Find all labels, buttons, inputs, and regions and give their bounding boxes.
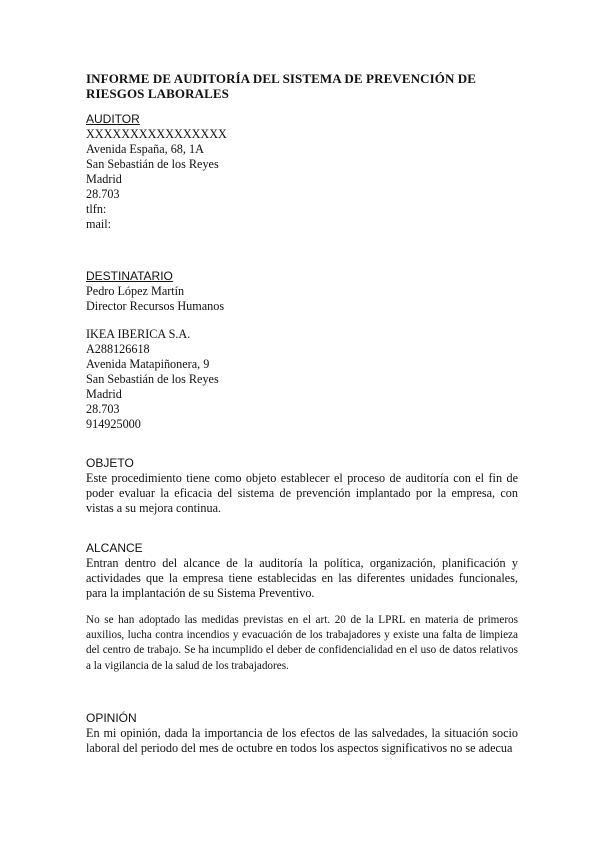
recipient-heading: DESTINATARIO [86,269,173,283]
recipient-name: Pedro López Martín [86,284,185,298]
objeto-section [86,456,518,516]
opinion-heading: OPINIÓN [86,711,137,725]
objeto-heading: OBJETO [86,456,134,470]
company-tax-id: A288126618 [86,342,150,356]
auditor-province: Madrid [86,172,122,186]
alcance-section [86,541,518,601]
company-postal-code: 28.703 [86,402,120,416]
company-address: Avenida Matapiñonera, 9 [86,357,210,371]
recipient-role: Director Recursos Humanos [86,299,225,313]
auditor-address: Avenida España, 68, 1A [86,142,204,156]
opinion-section [86,711,518,756]
company-section [86,327,518,432]
objeto-paragraph: Este procedimiento tiene como objeto establecer el proceso de auditoría con el fin de poder evaluar la eficacia del sistema de prevención implantado por la empresa, con vistas a su mejora continua. [86,471,518,515]
alcance-heading: ALCANCE [86,541,143,555]
auditor-mail: mail: [86,217,112,231]
opinion-paragraph: En mi opinión, dada la importancia de los efectos de las salvedades, la situación socio laboral del periodo del mes de octubre en todos los aspectos significativos no se adecua [86,726,518,755]
company-phone: 914925000 [86,417,141,431]
auditor-name: XXXXXXXXXXXXXXXX [86,127,227,141]
company-province: Madrid [86,387,122,401]
alcance-paragraph: Entran dentro del alcance de la auditoría la política, organización, planificación y actividades que la empresa tiene establecidas en las diferentes unidades funcionales, para la implantación de su Sistema Preventivo. [86,556,518,600]
company-name: IKEA IBERICA S.A. [86,327,191,341]
auditor-heading: AUDITOR [86,112,140,126]
findings-paragraph: No se han adoptado las medidas previstas en el art. 20 de la LPRL en materia de primeros auxilios, lucha contra incendios y evacuación de los trabajadores y existe una falta de limpieza del centro de trabajo. Se ha incumplido el deber de confidencialidad en el uso de datos relativos a la vigilancia de la salud de los trabajadores. [86,614,518,672]
auditor-city: San Sebastián de los Reyes [86,157,219,171]
company-city: San Sebastián de los Reyes [86,372,219,386]
auditor-phone: tlfn: [86,202,107,216]
auditor-section [86,112,518,232]
auditor-postal-code: 28.703 [86,187,120,201]
findings-section [86,613,518,674]
report-title: INFORME DE AUDITORÍA DEL SISTEMA DE PREVENCIÓN DE RIESGOS LABORALES [86,71,477,101]
recipient-section [86,269,518,314]
